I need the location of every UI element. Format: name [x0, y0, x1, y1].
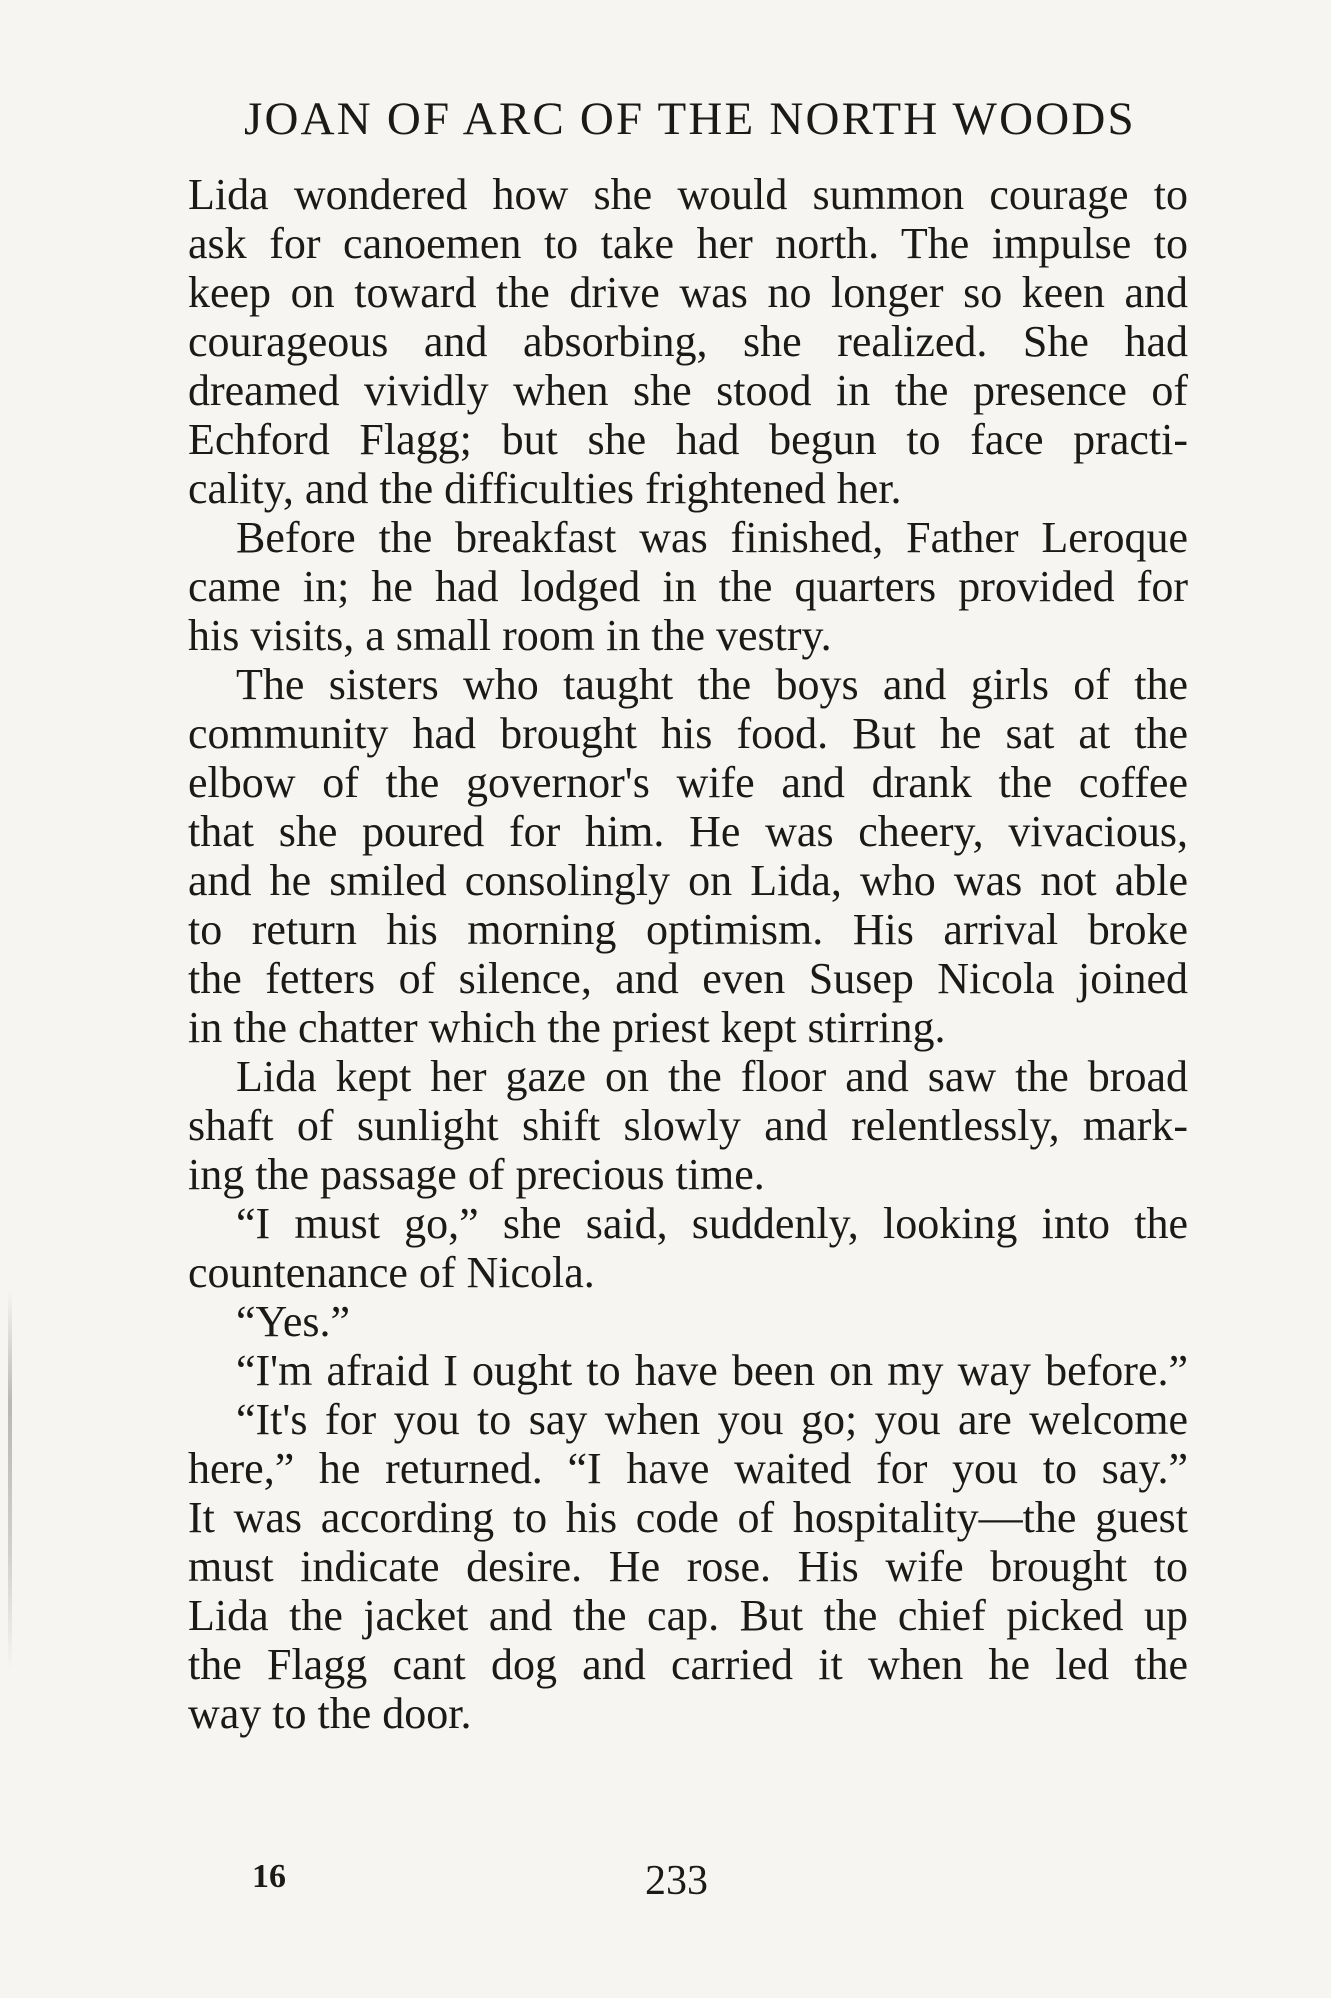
text-line: must indicate desire. He rose. His wife brought to	[188, 1542, 1188, 1591]
text-line: dreamed vividly when she stood in the presence of	[188, 366, 1188, 415]
text-line: keep on toward the drive was no longer so keen and	[188, 268, 1188, 317]
text-line: the fetters of silence, and even Susep Nicola joined	[188, 954, 1188, 1003]
text-line: Echford Flagg; but she had begun to face practi-	[188, 415, 1188, 464]
text-line: came in; he had lodged in the quarters provided for	[188, 562, 1188, 611]
text-line: Lida kept her gaze on the floor and saw the broad	[236, 1052, 1188, 1101]
text-line: “I'm afraid I ought to have been on my way before.”	[236, 1346, 1188, 1395]
text-line: elbow of the governor's wife and drank the coffee	[188, 758, 1188, 807]
text-line: The sisters who taught the boys and girls of the	[236, 660, 1188, 709]
text-line: way to the door.	[188, 1689, 472, 1738]
text-line: community had brought his food. But he sat at the	[188, 709, 1188, 758]
text-line: courageous and absorbing, she realized. She had	[188, 317, 1188, 366]
text-line: and he smiled consolingly on Lida, who was not able	[188, 856, 1188, 905]
text-line: “I must go,” she said, suddenly, looking into the	[236, 1199, 1188, 1248]
text-line: in the chatter which the priest kept stirring.	[188, 1003, 946, 1052]
text-line: countenance of Nicola.	[188, 1248, 595, 1297]
text-line: here,” he returned. “I have waited for you to say.”	[188, 1444, 1188, 1493]
signature-mark: 16	[252, 1858, 286, 1895]
text-line: cality, and the difficulties frightened her.	[188, 464, 902, 513]
text-line: ing the passage of precious time.	[188, 1150, 765, 1199]
text-line: his visits, a small room in the vestry.	[188, 611, 832, 660]
text-line: shaft of sunlight shift slowly and relentlessly, mark-	[188, 1101, 1188, 1150]
page-footer	[0, 1860, 1331, 1910]
page-number: 233	[645, 1858, 708, 1904]
text-line: Lida wondered how she would summon courage to	[188, 170, 1188, 219]
running-head: JOAN OF ARC OF THE NORTH WOODS	[244, 93, 1136, 145]
body-text	[188, 170, 1188, 1738]
text-line: It was according to his code of hospitality—the guest	[188, 1493, 1188, 1542]
text-line: Lida the jacket and the cap. But the chief picked up	[188, 1591, 1188, 1640]
binding-edge-shadow	[8, 1290, 12, 1670]
text-line: “It's for you to say when you go; you are welcome	[236, 1395, 1188, 1444]
text-line: “Yes.”	[236, 1297, 351, 1346]
text-line: Before the breakfast was finished, Father Leroque	[236, 513, 1188, 562]
text-line: to return his morning optimism. His arrival broke	[188, 905, 1188, 954]
text-line: that she poured for him. He was cheery, vivacious,	[188, 807, 1188, 856]
text-line: the Flagg cant dog and carried it when he led the	[188, 1640, 1188, 1689]
text-line: ask for canoemen to take her north. The impulse to	[188, 219, 1188, 268]
